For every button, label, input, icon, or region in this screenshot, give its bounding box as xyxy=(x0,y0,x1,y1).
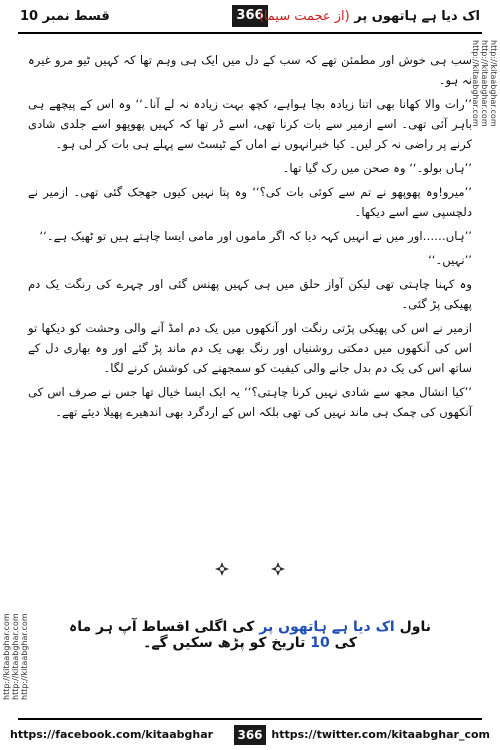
watermark-url: http://kitaabghar.com xyxy=(489,40,498,127)
ornament-icon xyxy=(271,562,285,576)
paragraph: وہ کہنا چاہتی تھی لیکن آواز حلق میں ہی کہیں پھنس گئی اور چہرے کی رنگت یک دم پھیکی پڑ گئی۔ xyxy=(28,277,472,311)
running-title xyxy=(259,9,480,24)
novel-title: اک دیا ہے ہاتھوں پر xyxy=(354,9,480,24)
paragraph: سب ہی خوش اور مطمئن تھے کہ سب کے دل میں ایک ہی وہم تھا کہ کہیں ٹیو مرو غیرہ نہ ہو۔ xyxy=(28,53,472,87)
paragraph: ’’کیا انشال مجھ سے شادی نہیں کرنا چاہتی؟‘‘ یہ ایک ایسا خیال تھا جس نے صرف اس کی آنکھوں کی چمک ہی ماند نہیں کی تھی بلکہ اس کے اردگرد بھی اندھیرے پھیلا دیئے تھے۔ xyxy=(28,385,472,419)
note-middle: کی اگلی اقساط آپ ہر ماہ کی xyxy=(69,619,357,651)
paragraph: ’’ہاں……اور میں نے انہیں کہہ دیا کہ اگر ماموں اور مامی ایسا چاہتے ہیں تو ٹھیک ہے۔‘‘ xyxy=(39,229,472,243)
page-footer xyxy=(0,722,500,750)
section-divider xyxy=(0,561,500,580)
note-date-number: 10 xyxy=(310,635,330,651)
episode-label: قسط نمبر 10 xyxy=(20,9,110,24)
note-novel-name: اک دیا ہے ہاتھوں پر xyxy=(259,619,395,635)
watermark-url: http://kitaabghar.com xyxy=(2,613,11,700)
watermark-url: http://kitaabghar.com xyxy=(20,613,29,700)
note-suffix: تاریخ کو پڑھ سکیں گے۔ xyxy=(143,635,306,651)
paragraph: ’’میرو!وہ پھوپھو نے تم سے کوئی بات کی؟‘‘ وہ پتا نہیں کیوں جھجک گئی تھی۔ ازمیر نے دلچسپی سے اسے دیکھا۔ xyxy=(28,185,472,219)
footer-rule xyxy=(18,718,482,720)
watermark-url: http://kitaabghar.com xyxy=(11,613,20,700)
left-watermark xyxy=(2,40,29,700)
ornament-icon xyxy=(215,562,229,576)
twitter-link[interactable]: https://twitter.com/kitaabghar_com xyxy=(271,728,490,741)
story-text xyxy=(28,50,472,426)
paragraph: ’’ہاں بولو۔‘‘ وہ صحن میں رک گیا تھا۔ xyxy=(282,161,472,175)
header-rule xyxy=(18,32,482,34)
right-watermark xyxy=(471,40,498,700)
paragraph: ازمیر نے اس کی پھیکی پڑتی رنگت اور آنکھوں میں یک دم امڈ آنے والی وحشت کو دیکھا تو اس کی آنکھوں میں دمکتی روشنیاں اور رنگ بھی یک دم ماند پڑ گئے اور وہ بھاری دل کے ساتھ اس کی یک دم بدل جانے والی کیفیت کو سمجھنے کی کوشش کرنے لگا۔ xyxy=(28,321,472,375)
watermark-url: http://kitaabghar.com xyxy=(480,40,489,127)
paragraph: ’’نہیں۔‘‘ xyxy=(428,253,472,267)
next-episode-note xyxy=(60,619,440,651)
page-header xyxy=(0,0,500,36)
paragraph: ’’رات والا کھانا بھی اتنا زیادہ بچا ہواہے، کچھ بہت زیادہ نہ لے آنا۔‘‘ وہ اس کے پیچھے ہی باہر آئی تھی۔ اسے ازمیر سے بات کرنا تھی، اسے ڈر تھا کہ کہیں پھوپھو اسے جلدی شادی کرنے پر راضی نہ کر لیں۔ کیا خبرانہوں نے اماں کے ٹیسٹ سے پہلے ہی بات کر لی ہو۔ xyxy=(28,97,472,151)
watermark-url: http://kitaabghar.com xyxy=(471,40,480,127)
footer-page-number: 366 xyxy=(234,725,266,745)
author-name: (از عجمت سیما) xyxy=(258,9,350,24)
header-page-number: 366 xyxy=(232,5,268,27)
facebook-link[interactable]: https://facebook.com/kitaabghar xyxy=(10,728,214,741)
note-prefix: ناول xyxy=(399,619,431,635)
